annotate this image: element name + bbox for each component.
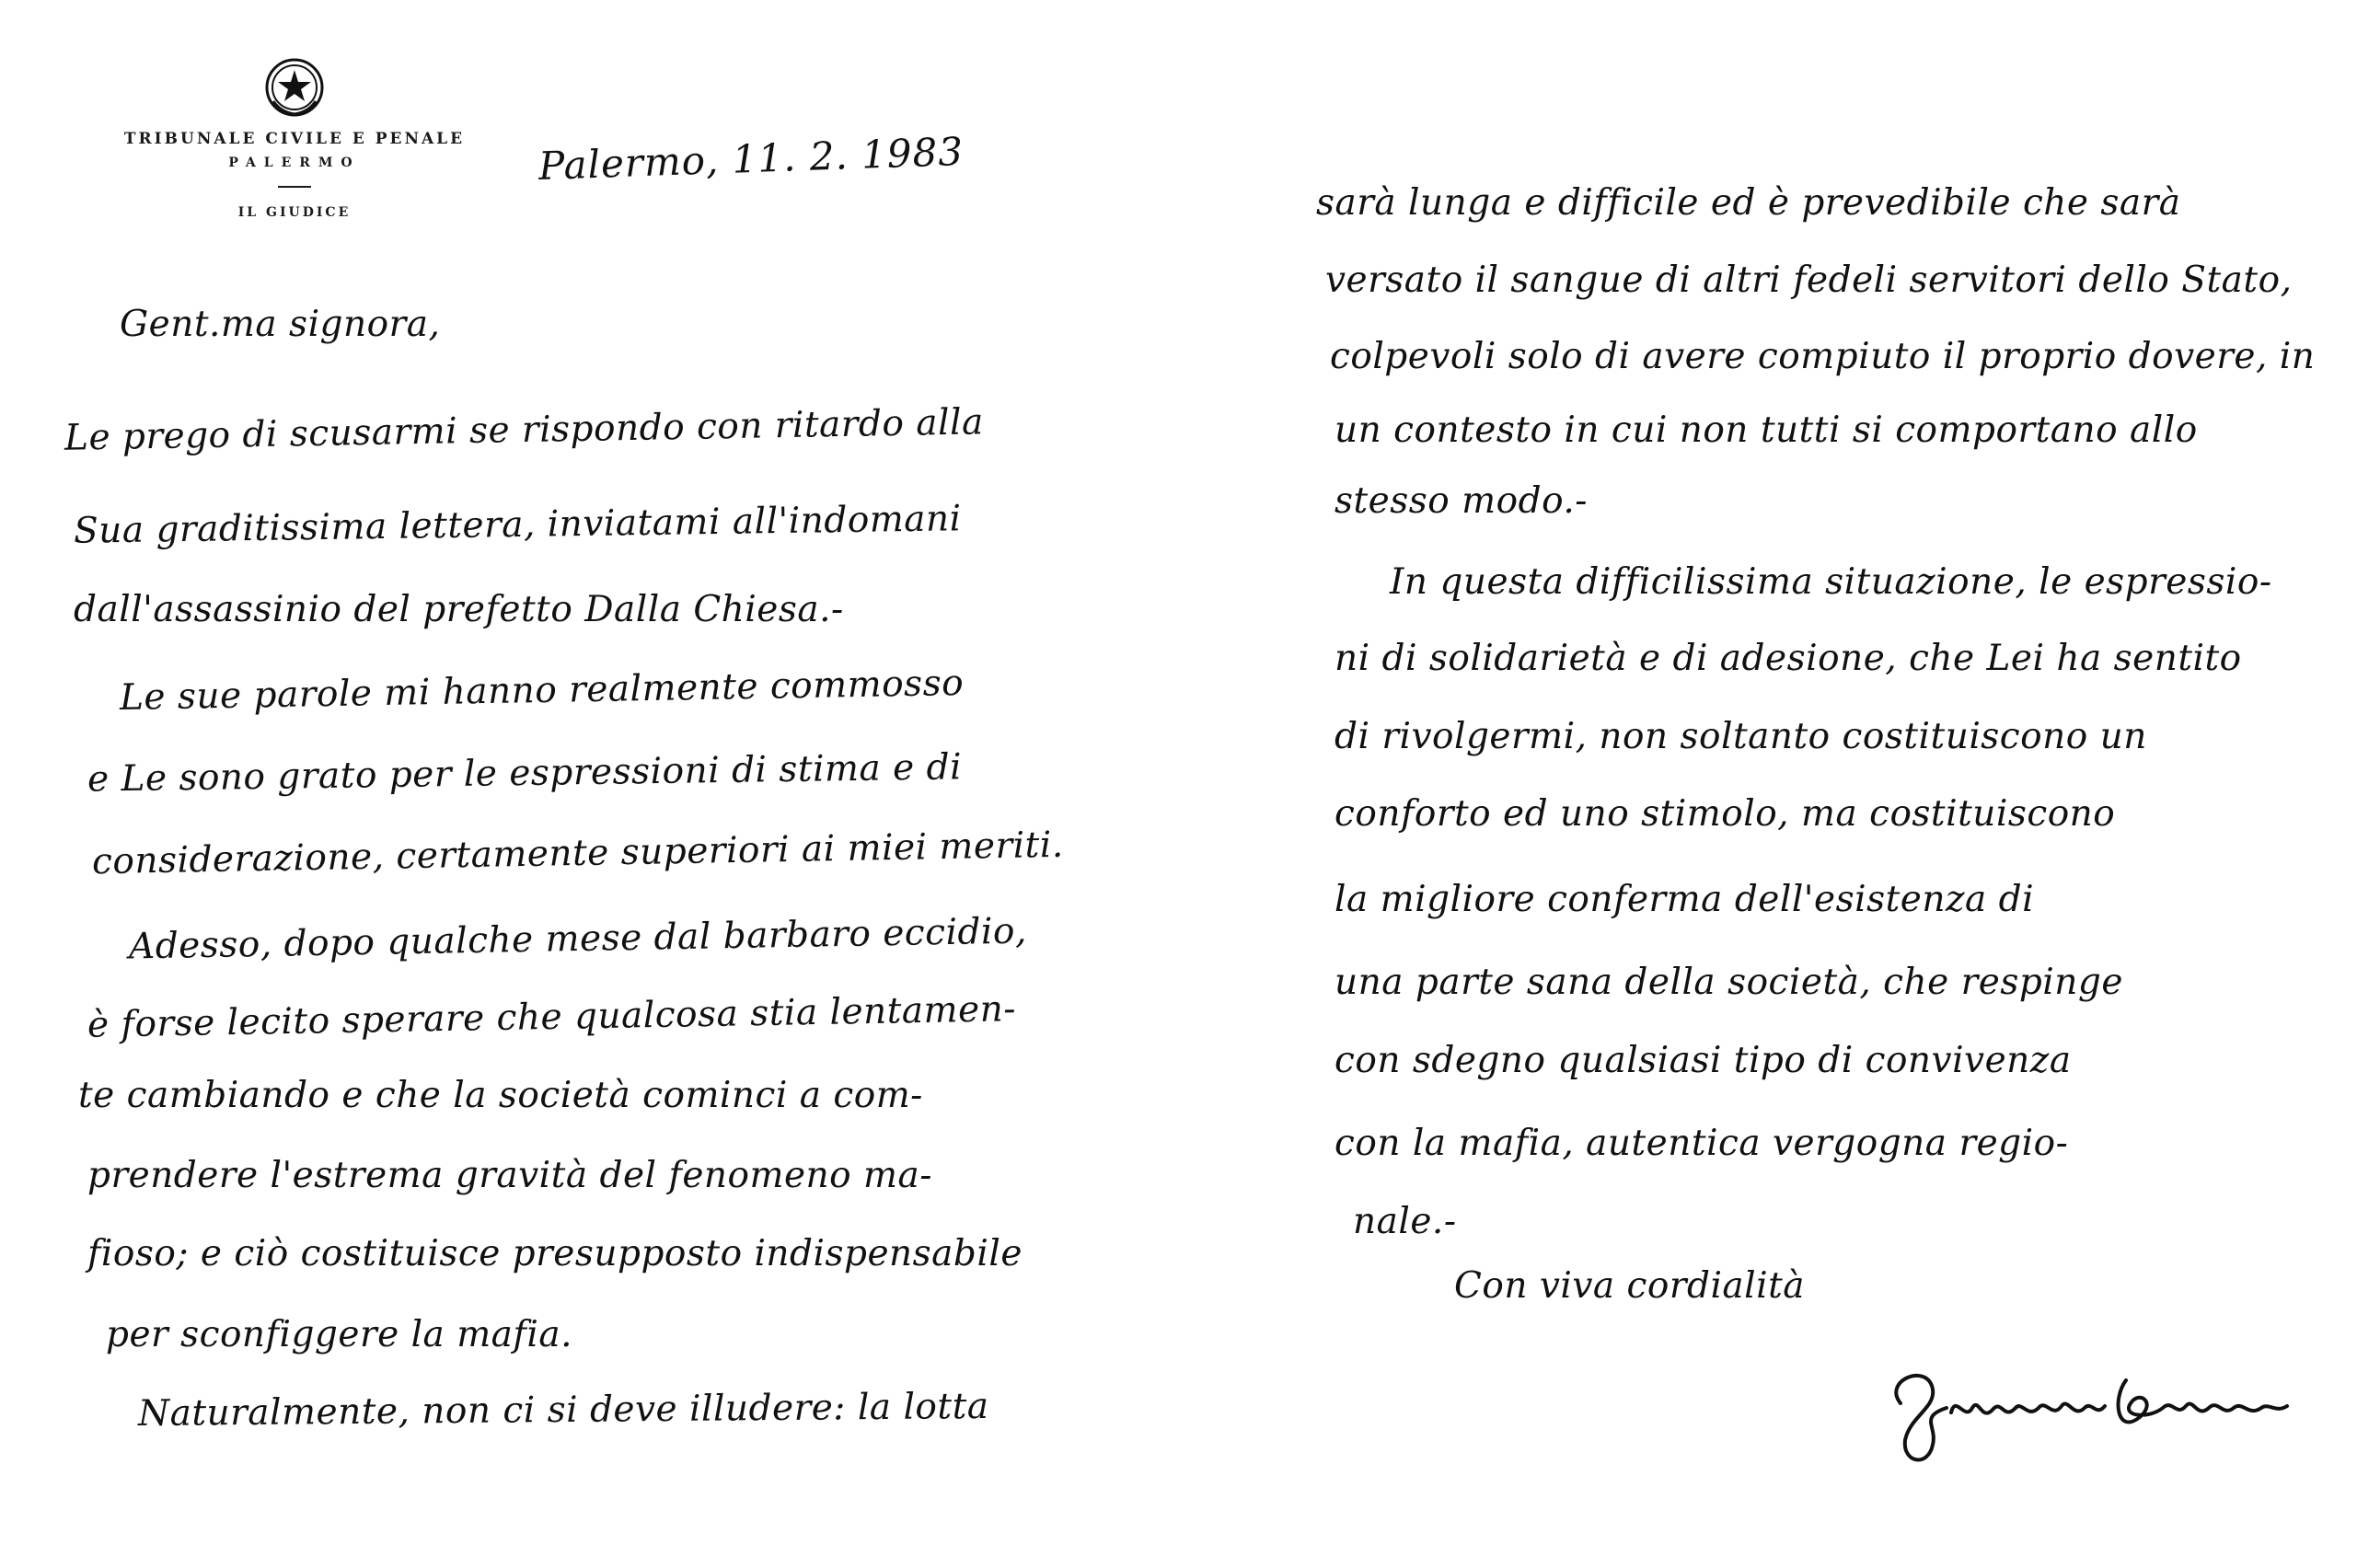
left-line-13: Naturalmente, non ci si deve illudere: la lotta — [137, 1385, 989, 1435]
left-line-11: fioso; e ciò costituisce presupposto indispensabile — [87, 1233, 1023, 1274]
right-line-1: versato il sangue di altri fedeli servitori dello Stato, — [1325, 259, 2293, 301]
right-line-2: colpevoli solo di avere compiuto il proprio dovere, in — [1330, 336, 2316, 377]
left-line-7: Adesso, dopo qualche mese dal barbaro eccidio, — [128, 910, 1028, 968]
letterhead-divider — [278, 186, 311, 188]
left-line-6: considerazione, certamente superiori ai miei meriti. — [91, 824, 1065, 883]
right-line-0: sarà lunga e difficile ed è prevedibile che sarà — [1316, 182, 2181, 224]
letterhead-city: PALERMO — [228, 156, 361, 170]
letter-page-right — [1178, 0, 2356, 1568]
left-line-2: Sua graditissima lettera, inviatami all'indomani — [73, 498, 962, 552]
right-line-4: stesso modo.- — [1334, 480, 1588, 522]
right-line-13: nale.- — [1353, 1201, 1457, 1242]
left-line-8: è forse lecito sperare che qualcosa stia lentamen- — [87, 988, 1017, 1046]
signature — [1864, 1353, 2324, 1482]
left-line-9: te cambiando e che la società cominci a com- — [78, 1075, 923, 1116]
right-line-7: di rivolgermi, non soltanto costituiscono un — [1334, 716, 2147, 757]
right-line-9: la migliore conferma dell'esistenza di — [1334, 879, 2035, 920]
right-line-11: con sdegno qualsiasi tipo di convivenza — [1334, 1040, 2072, 1081]
letterhead-judge: IL GIUDICE — [237, 205, 352, 220]
italian-republic-emblem-icon — [262, 55, 327, 120]
left-line-1: Le prego di scusarmi se rispondo con ritardo alla — [64, 401, 985, 459]
letter-page-left — [0, 0, 1178, 1568]
closing: Con viva cordialità — [1454, 1265, 1806, 1307]
right-line-8: conforto ed uno stimolo, ma costituiscono — [1334, 793, 2116, 835]
right-line-10: una parte sana della società, che respinge — [1334, 962, 2123, 1003]
left-line-5: e Le sono grato per le espressioni di stima e di — [87, 746, 963, 801]
left-line-4: Le sue parole mi hanno realmente commosso — [119, 663, 965, 719]
letterhead-court: TRIBUNALE CIVILE E PENALE — [123, 130, 466, 148]
left-line-10: prendere l'estrema gravità del fenomeno ma- — [87, 1155, 932, 1196]
left-line-3: dall'assassinio del prefetto Dalla Chiesa.- — [74, 589, 844, 630]
salutation: Gent.ma signora, — [120, 304, 441, 345]
letterhead — [92, 55, 497, 225]
right-line-3: un contesto in cui non tutti si comportano allo — [1334, 409, 2198, 451]
letter-date: Palermo, 11. 2. 1983 — [537, 128, 965, 190]
right-line-6: ni di solidarietà e di adesione, che Lei ha sentito — [1334, 638, 2242, 679]
right-line-12: con la mafia, autentica vergogna regio- — [1334, 1123, 2069, 1164]
left-line-12: per sconfiggere la mafia. — [106, 1314, 572, 1355]
right-line-5: In questa difficilissima situazione, le espressio- — [1390, 561, 2272, 603]
